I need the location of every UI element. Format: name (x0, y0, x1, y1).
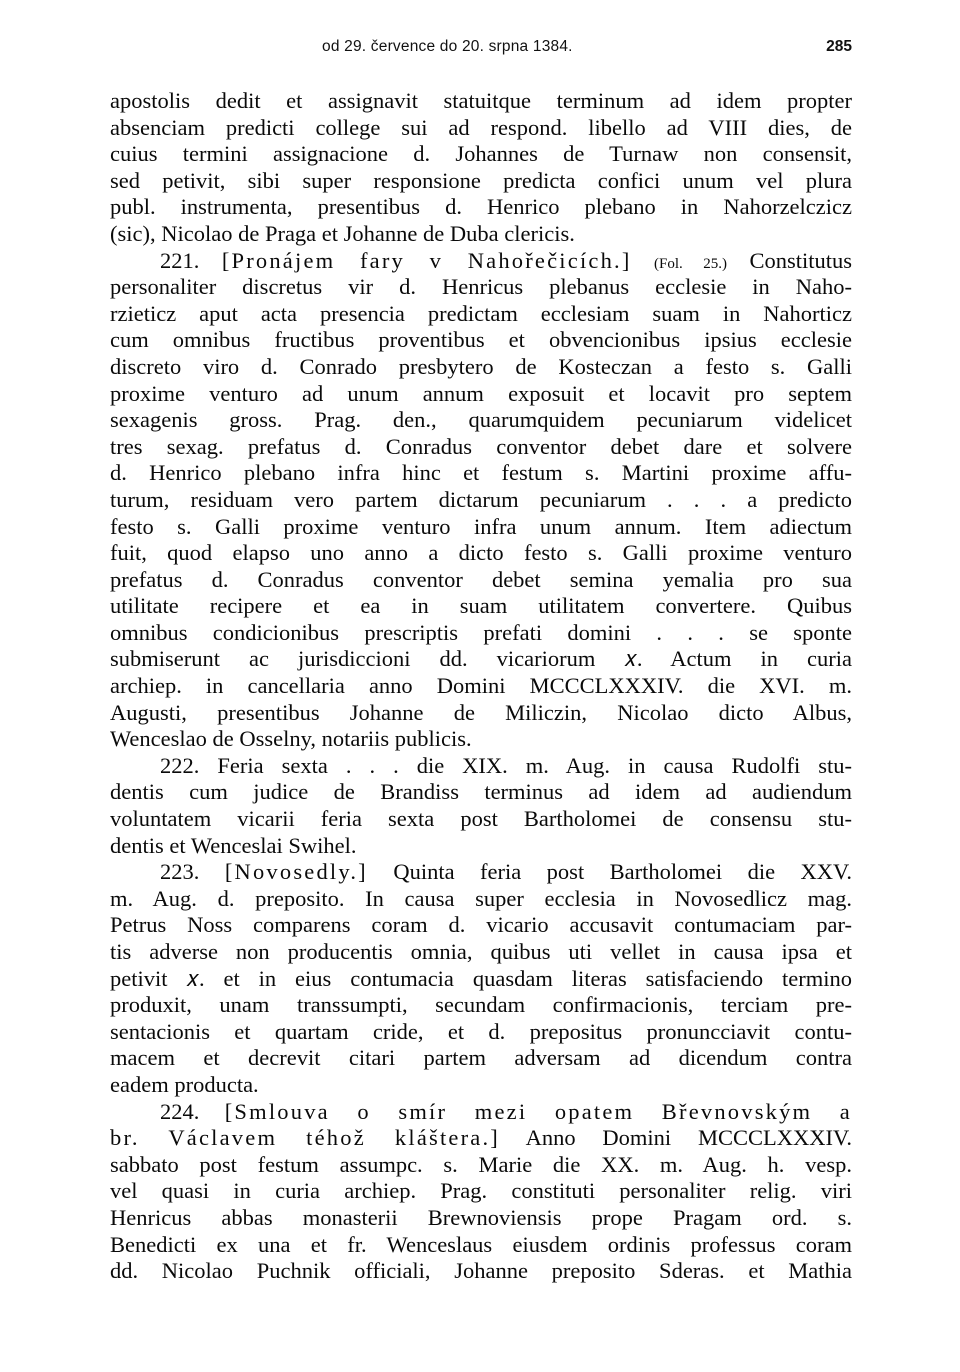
text-segment: dd. Nicolao Puchnik officiali, Johanne preposito Sderas. et Mathia (110, 1258, 852, 1284)
text-line (110, 274, 852, 301)
text-line (110, 88, 852, 115)
text-segment: submiserunt ac jurisdiccioni dd. vicariorum 𝑥. Actum in curia (110, 646, 852, 672)
text-segment: fuit, quod elapso uno anno a dicto festo s. Galli proxime venturo (110, 540, 852, 566)
text-line (110, 221, 852, 248)
text-line (110, 806, 852, 833)
text-line (110, 354, 852, 381)
text-line (110, 248, 852, 275)
text-segment: personaliter discretus vir d. Henricus plebanus ecclesie in Naho- (110, 274, 852, 300)
text-segment: prefatus d. Conradus conventor debet semina yemalia pro sua (110, 566, 852, 592)
running-title: od 29. července do 20. srpna 1384. (322, 38, 573, 55)
text-segment: rzieticz aput acta presencia predictam ecclesiam suam in Nahorticz (110, 300, 852, 326)
text-line (110, 301, 852, 328)
spaced-heading-text: [Smlouva o smír mezi opatem Břevnovským a (224, 1098, 852, 1124)
text-line (110, 434, 852, 461)
text-line (110, 381, 852, 408)
text-segment: utilitate recipere et ea in suam utilitatem convertere. Quibus (110, 593, 852, 619)
text-segment: publ. instrumenta, presentibus d. Henrico plebano in Nahorzelczicz (110, 194, 852, 220)
text-line (110, 779, 852, 806)
text-segment: Henricus abbas monasterii Brewnoviensis prope Pragam ord. s. (110, 1204, 852, 1230)
text-line (110, 646, 852, 673)
text-segment: 223. (160, 859, 225, 885)
text-line (110, 1045, 852, 1072)
text-segment: tres sexag. prefatus d. Conradus conventor debet dare et solvere (110, 433, 852, 459)
text-line (110, 859, 852, 886)
text-segment: cuius termini assignacione d. Johannes de Turnaw non consensit, (110, 141, 852, 167)
text-line (110, 540, 852, 567)
text-line (110, 1232, 852, 1259)
text-segment: cum omnibus fructibus proventibus et obvencionibus ipsius ecclesie (110, 327, 852, 353)
text-segment: sentacionis et quartam cride, et d. prepositus pronuncciavit contu- (110, 1018, 852, 1044)
text-line (110, 1258, 852, 1285)
text-line (110, 1099, 852, 1126)
text-line (110, 141, 852, 168)
text-segment: 221. (160, 247, 222, 273)
text-segment: dentis cum judice de Brandiss terminus ad idem ad audiendum (110, 779, 852, 805)
text-segment: d. Henrico plebano infra hinc et festum s. Martini proxime affu- (110, 460, 852, 486)
spaced-heading-text: [Pronájem fary v Nahořečicích.] (221, 247, 632, 273)
text-line (110, 1072, 852, 1099)
text-line (110, 1152, 852, 1179)
page-header (110, 38, 852, 62)
text-segment: festo s. Galli proxime venturo infra unum annum. Item adiectum (110, 513, 852, 539)
spaced-heading-text: br. Václavem téhož kláštera.] (110, 1125, 501, 1151)
text-segment: Anno Domini MCCCLXXXIV. (500, 1125, 852, 1151)
text-segment: m. Aug. d. preposito. In causa super ecclesia in Novosedlicz mag. (110, 885, 852, 911)
text-segment: 224. (160, 1098, 225, 1124)
text-line (110, 753, 852, 780)
text-segment: proxime venturo ad unum annum exposuit et locavit pro septem (110, 380, 852, 406)
text-segment: voluntatem vicarii feria sexta post Bartholomei de consensu stu- (110, 806, 852, 832)
text-segment: Petrus Noss comparens coram d. vicario accusavit contumaciam par- (110, 912, 852, 938)
text-segment: apostolis dedit et assignavit statuitque terminum ad idem propter (110, 88, 852, 113)
text-line (110, 194, 852, 221)
text-body (110, 88, 852, 1285)
folio-reference: (Fol. 25.) (653, 255, 728, 272)
text-line (110, 992, 852, 1019)
text-segment: eadem producta. (110, 1071, 259, 1097)
text-line (110, 966, 852, 993)
text-line (110, 673, 852, 700)
text-line (110, 514, 852, 541)
text-segment: Benedicti ex una et fr. Wenceslaus eiusdem ordinis professus coram (110, 1231, 852, 1257)
text-line (110, 886, 852, 913)
text-segment: omnibus condicionibus prescriptis prefati domini . . . se sponte (110, 619, 852, 645)
text-line (110, 593, 852, 620)
text-segment: Quinta feria post Bartholomei die XXV. (367, 859, 852, 885)
text-segment: sexagenis gross. Prag. den., quarumquidem pecuniarum videlicet (110, 407, 852, 433)
text-segment: Wenceslao de Osselny, notariis publicis. (110, 726, 472, 752)
text-line (110, 115, 852, 142)
text-line (110, 407, 852, 434)
text-line (110, 1125, 852, 1152)
spaced-heading-text: [Novosedly.] (224, 859, 368, 885)
text-line (110, 912, 852, 939)
text-line (110, 1019, 852, 1046)
text-segment: Augusti, presentibus Johanne de Miliczin, Nicolao dicto Albus, (110, 699, 852, 725)
text-line (110, 327, 852, 354)
text-segment (632, 248, 654, 273)
text-segment: dentis et Wenceslai Swihel. (110, 832, 357, 858)
text-line (110, 1205, 852, 1232)
text-segment: tis adverse non producentis omnia, quibus uti vellet in causa ipsa et (110, 939, 852, 964)
text-line (110, 168, 852, 195)
text-segment: (sic), Nicolao de Praga et Johanne de Duba clericis. (110, 220, 575, 246)
text-segment: vel quasi in curia archiep. Prag. constituti personaliter relig. viri (110, 1178, 852, 1204)
text-line (110, 567, 852, 594)
text-line (110, 460, 852, 487)
text-segment: archiep. in cancellaria anno Domini MCCCLXXXIV. die XVI. m. (110, 673, 852, 699)
text-line (110, 487, 852, 514)
text-line (110, 700, 852, 727)
text-line (110, 939, 852, 966)
text-segment: turum, residuam vero partem dictarum pecuniarum . . . a predicto (110, 486, 852, 512)
text-segment: petivit 𝑥. et in eius contumacia quasdam literas satisfaciendo termino (110, 965, 852, 991)
text-segment: produxit, unam transsumpti, secundam confirmacionis, terciam pre- (110, 992, 852, 1018)
text-segment: macem et decrevit citari partem adversam ad dicendum contra (110, 1045, 852, 1071)
text-line (110, 620, 852, 647)
text-segment: sabbato post festum assumpc. s. Marie die XX. m. Aug. h. vesp. (110, 1151, 852, 1177)
text-line (110, 833, 852, 860)
text-segment: Constitutus (727, 247, 852, 273)
text-line (110, 726, 852, 753)
text-segment: absenciam predicti college sui ad respond. libello ad VIII dies, de (110, 114, 852, 140)
text-segment: sed petivit, sibi super responsione predicta confici unum vel plura (110, 167, 852, 193)
text-segment: 222. Feria sexta . . . die XIX. m. Aug. in causa Rudolfi stu- (160, 752, 852, 778)
page-number: 285 (826, 38, 852, 55)
text-line (110, 1178, 852, 1205)
text-segment: discreto viro d. Conrado presbytero de Kosteczan a festo s. Galli (110, 353, 852, 379)
